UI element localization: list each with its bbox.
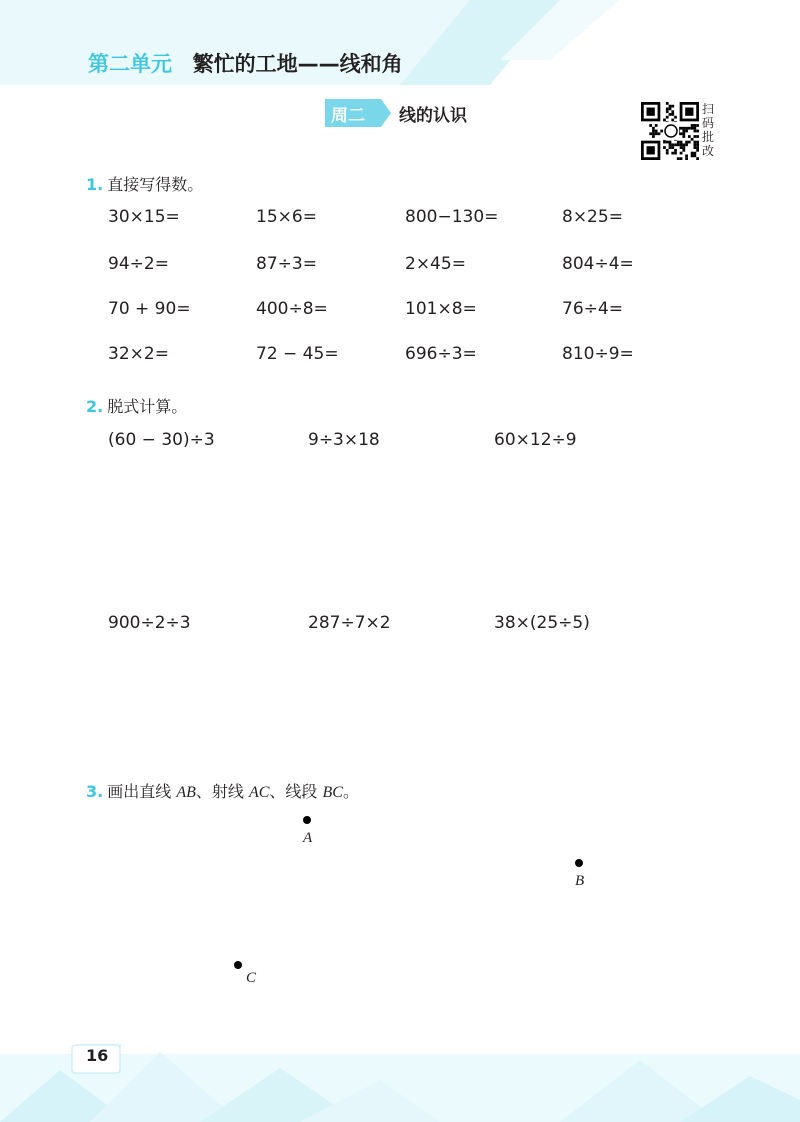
calc-item: 70 + 90= [108,299,191,319]
question-text: 、线段 [269,782,323,801]
calc-item: 94÷2= [108,254,169,274]
footer-decoration [0,1040,800,1122]
unit-header [88,48,403,78]
qr-label-char: 扫 [702,102,715,116]
question-number: 2. [86,397,104,416]
expression-item: (60 − 30)÷3 [108,430,215,450]
expression-item: 9÷3×18 [308,430,380,450]
calc-item: 8×25= [562,207,623,227]
question-text: 。 [342,782,359,801]
point-b-label: B [575,873,585,889]
calc-item: 696÷3= [405,344,477,364]
calc-item: 72 − 45= [256,344,339,364]
calc-item: 804÷4= [562,254,634,274]
expression-item: 38×(25÷5) [494,613,590,633]
point-a-dot [303,816,311,824]
calc-item: 810÷9= [562,344,634,364]
qr-label-char: 码 [702,116,715,130]
line-ab-label: AB [176,784,196,801]
point-c-label: C [246,970,257,986]
segment-bc-label: BC [322,784,343,801]
expression-item: 287÷7×2 [308,613,391,633]
question-2-heading [86,394,187,417]
point-a-label: A [303,830,313,846]
question-1-heading [86,172,203,195]
question-3-heading [86,779,359,802]
qr-label-char: 批 [702,130,715,144]
question-text: 画出直线 [107,782,177,801]
qr-label [702,102,718,158]
unit-label: 第二单元 [88,52,172,76]
calc-item: 15×6= [256,207,317,227]
qr-code-icon[interactable] [641,102,701,160]
page-number: 16 [86,1046,109,1065]
point-b-dot [575,859,583,867]
point-c-dot [234,961,242,969]
lesson-title [325,98,467,128]
day-tag: 周二 [325,99,381,127]
calc-item: 2×45= [405,254,466,274]
calc-item: 87÷3= [256,254,317,274]
question-text: 直接写得数。 [107,175,204,194]
lesson-name: 线的认识 [399,105,467,126]
question-text: 、射线 [195,782,249,801]
calc-item: 800−130= [405,207,499,227]
expression-item: 60×12÷9 [494,430,577,450]
calc-item: 30×15= [108,207,180,227]
calc-item: 32×2= [108,344,169,364]
calc-item: 400÷8= [256,299,328,319]
calc-item: 101×8= [405,299,477,319]
unit-topic: 繁忙的工地——线和角 [192,52,403,76]
question-number: 3. [86,782,104,801]
question-number: 1. [86,175,104,194]
question-text: 脱式计算。 [107,397,188,416]
calc-item: 76÷4= [562,299,623,319]
expression-item: 900÷2÷3 [108,613,191,633]
ray-ac-label: AC [248,784,270,801]
qr-label-char: 改 [702,144,715,158]
